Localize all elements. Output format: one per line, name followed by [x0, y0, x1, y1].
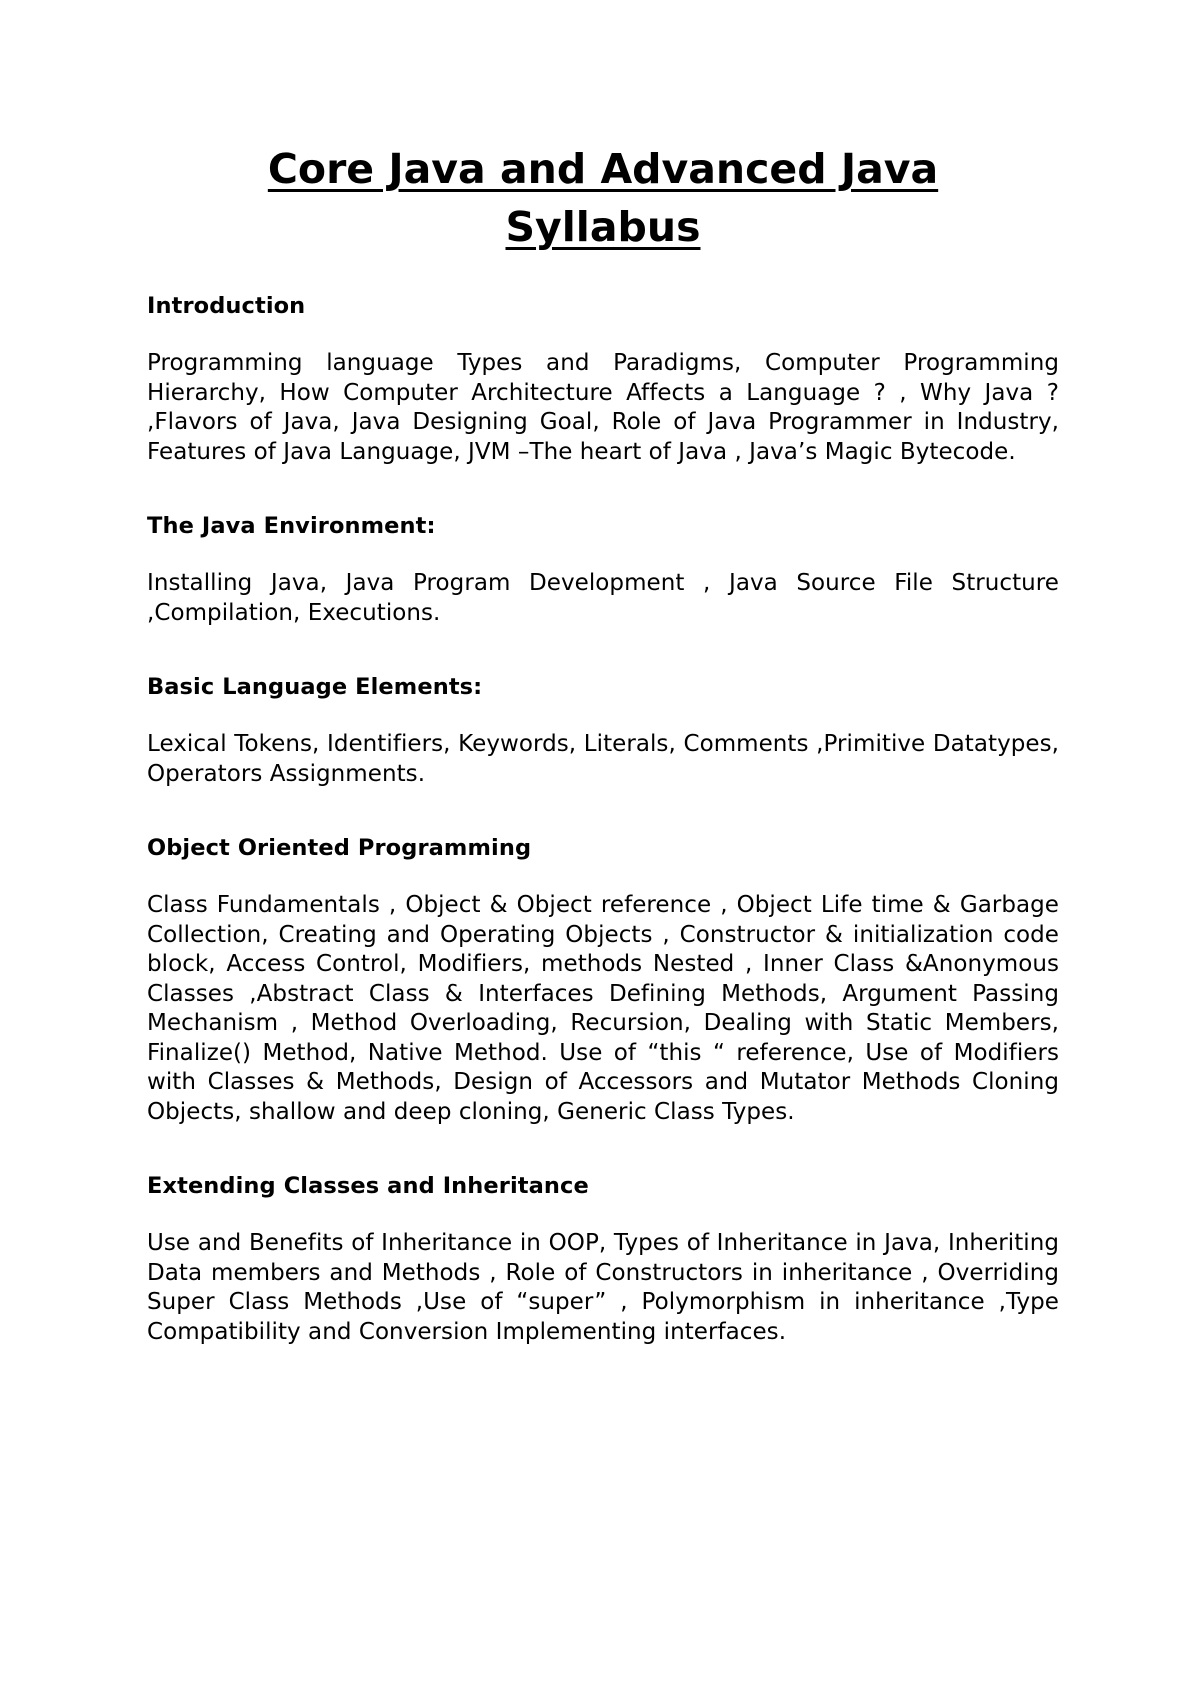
- document-content: [147, 140, 1059, 1347]
- section-body: Lexical Tokens, Identifiers, Keywords, Literals, Comments ,Primitive Datatypes, Operators Assignments.: [147, 731, 1059, 787]
- section-basic-language-elements: [147, 672, 1059, 789]
- document-title: [147, 140, 1059, 256]
- section-body: Programming language Types and Paradigms, Computer Programming Hierarchy, How Computer Architecture Affects a Language ? , Why Java ? ,Flavors of Java, Java Designing Goal, Role of Java Programmer in Industry, Features of Java Language, JVM –The heart of Java , Java’s Magic Bytecode.: [147, 350, 1059, 465]
- section-introduction: [147, 291, 1059, 467]
- title-line-1: Core Java and Advanced Java: [267, 145, 939, 193]
- title-line-2: Syllabus: [505, 203, 701, 251]
- section-heading: The Java Environment:: [147, 513, 436, 539]
- section-body: Use and Benefits of Inheritance in OOP, Types of Inheritance in Java, Inheriting Data members and Methods , Role of Constructors in inheritance , Overriding Super Class Methods ,Use of “super” , Polymorphism in inheritance ,Type Compatibility and Conversion Implementing interfaces.: [147, 1230, 1059, 1345]
- section-heading: Extending Classes and Inheritance: [147, 1173, 589, 1199]
- section-java-environment: [147, 511, 1059, 628]
- section-heading: Introduction: [147, 293, 306, 319]
- section-body: Class Fundamentals , Object & Object reference , Object Life time & Garbage Collection, Creating and Operating Objects , Constructor & initialization code block, Access Control, Modifiers, methods Nested , Inner Class &Anonymous Classes ,Abstract Class & Interfaces Defining Methods, Argument Passing Mechanism , Method Overloading, Recursion, Dealing with Static Members, Finalize() Method, Native Method. Use of “this “ reference, Use of Modifiers with Classes & Methods, Design of Accessors and Mutator Methods Cloning Objects, shallow and deep cloning, Generic Class Types.: [147, 892, 1059, 1125]
- section-object-oriented-programming: [147, 833, 1059, 1127]
- section-extending-classes-inheritance: [147, 1171, 1059, 1347]
- section-body: Installing Java, Java Program Development , Java Source File Structure ,Compilation, Executions.: [147, 570, 1059, 626]
- section-heading: Object Oriented Programming: [147, 835, 532, 861]
- section-heading: Basic Language Elements:: [147, 674, 483, 700]
